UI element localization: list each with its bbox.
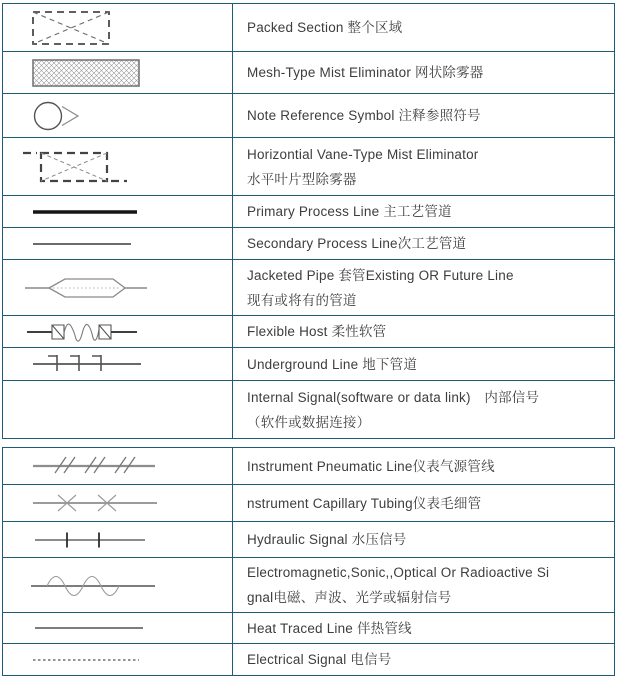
- description-line: nstrument Capillary Tubing仪表毛细管: [247, 495, 482, 511]
- description-line: Instrument Pneumatic Line仪表气源管线: [247, 458, 495, 474]
- description-cell: [233, 522, 614, 557]
- description-line: 水平叶片型除雾器: [247, 171, 357, 187]
- secondary-process-line-icon: [19, 224, 229, 264]
- description-cell: [233, 4, 614, 51]
- symbol-cell: [3, 522, 233, 557]
- table-row: [3, 484, 614, 521]
- legend-table-signals: [2, 447, 615, 676]
- symbol-cell: [3, 644, 233, 675]
- description-line: Electromagnetic,Sonic,,Optical Or Radioactive Si: [247, 565, 550, 580]
- table-row: [3, 51, 614, 93]
- table-row: [3, 137, 614, 195]
- table-row: [3, 557, 614, 612]
- description-line: Internal Signal(software or data link) 内部信号: [247, 389, 540, 405]
- description-line: Secondary Process Line次工艺管道: [247, 236, 467, 251]
- description-line: Jacketed Pipe 套管Existing OR Future Line: [247, 267, 514, 283]
- description-line: Packed Section 整个区域: [247, 20, 403, 35]
- table-row: [3, 259, 614, 315]
- description-line: Flexible Host 柔性软管: [247, 324, 387, 339]
- horizontal-vane-mist-eliminator-icon: [19, 147, 229, 187]
- description-cell: [233, 260, 614, 315]
- table-row: [3, 4, 614, 51]
- symbol-cell: [3, 4, 233, 51]
- symbol-cell: [3, 485, 233, 521]
- description-cell: [233, 485, 614, 521]
- table-row: [3, 195, 614, 227]
- table-row: [3, 93, 614, 137]
- hydraulic-signal-icon: [19, 520, 229, 560]
- mesh-type-mist-eliminator-icon: [19, 53, 229, 93]
- description-line: Horizontial Vane-Type Mist Eliminator: [247, 146, 479, 162]
- empty-symbol-cell: [3, 381, 233, 438]
- description-cell: [233, 644, 614, 675]
- legend-table-equipment: [2, 3, 615, 439]
- description-cell: [233, 138, 614, 195]
- symbol-cell: [3, 558, 233, 612]
- electromagnetic-signal-icon: [19, 565, 229, 605]
- table-row: [3, 643, 614, 675]
- packed-section-icon: [19, 8, 229, 48]
- underground-line-icon: [19, 344, 229, 384]
- description-cell: [233, 94, 614, 137]
- table-row: [3, 380, 614, 438]
- symbol-cell: [3, 228, 233, 259]
- description-line: Hydraulic Signal 水压信号: [247, 532, 407, 547]
- table-row: [3, 448, 614, 484]
- electrical-signal-icon: [19, 640, 229, 680]
- symbol-cell: [3, 94, 233, 137]
- description-line: Note Reference Symbol 注释参照符号: [247, 108, 481, 123]
- instrument-pneumatic-line-icon: [19, 446, 229, 486]
- symbol-cell: [3, 260, 233, 315]
- description-line: Mesh-Type Mist Eliminator 网状除雾器: [247, 65, 484, 80]
- symbol-cell: [3, 448, 233, 484]
- table-row: [3, 521, 614, 557]
- table-row: [3, 612, 614, 643]
- symbol-cell: [3, 316, 233, 347]
- description-cell: [233, 348, 614, 380]
- description-cell: [233, 558, 614, 612]
- description-line: Underground Line 地下管道: [247, 356, 418, 372]
- table-row: [3, 227, 614, 259]
- description-line: Primary Process Line 主工艺管道: [247, 204, 452, 219]
- jacketed-pipe-icon: [19, 268, 229, 308]
- description-cell: [233, 52, 614, 93]
- description-line: Heat Traced Line 伴热管线: [247, 620, 412, 636]
- symbol-cell: [3, 138, 233, 195]
- symbol-cell: [3, 52, 233, 93]
- description-cell: [233, 448, 614, 484]
- symbol-cell: [3, 196, 233, 227]
- description-cell: [233, 316, 614, 347]
- description-line: gnal电磁、声波、光学或辐射信号: [247, 590, 452, 605]
- description-cell: [233, 196, 614, 227]
- description-line: Electrical Signal 电信号: [247, 652, 392, 667]
- instrument-capillary-tubing-icon: [19, 483, 229, 523]
- table-row: [3, 315, 614, 347]
- description-line: 现有或将有的管道: [247, 292, 357, 308]
- description-cell: [233, 613, 614, 643]
- description-cell: [233, 228, 614, 259]
- symbol-cell: [3, 613, 233, 643]
- description-cell: [233, 381, 614, 438]
- note-reference-icon: [19, 96, 229, 136]
- table-row: [3, 347, 614, 380]
- description-line: （软件或数据连接）: [247, 414, 371, 430]
- symbol-cell: [3, 348, 233, 380]
